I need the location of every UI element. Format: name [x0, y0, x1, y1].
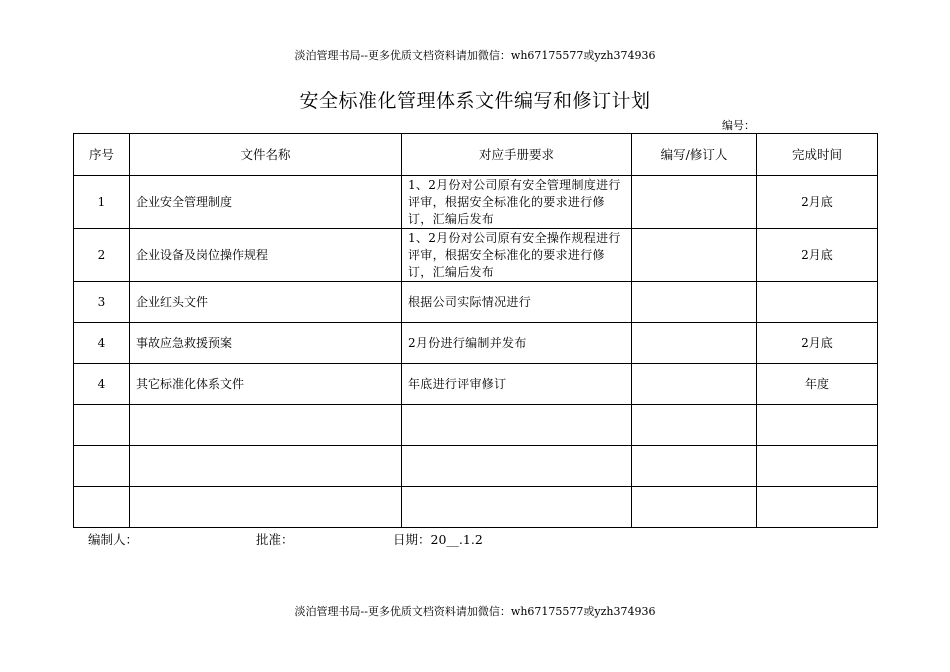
row-author	[632, 323, 757, 364]
empty-cell	[632, 405, 757, 446]
empty-cell	[74, 446, 130, 487]
row-requirement: 根据公司实际情况进行	[402, 282, 632, 323]
row-requirement: 2月份进行编制并发布	[402, 323, 632, 364]
row-author	[632, 282, 757, 323]
row-no: 1	[74, 176, 130, 229]
empty-cell	[130, 487, 402, 528]
preparer-label: 编制人：	[88, 532, 139, 547]
empty-cell	[757, 487, 878, 528]
row-no: 3	[74, 282, 130, 323]
empty-cell	[130, 405, 402, 446]
row-deadline: 2月底	[757, 176, 878, 229]
row-deadline: 年度	[757, 364, 878, 405]
header-note: 淡泊管理书局--更多优质文档资料请加微信：wh67175577或yzh374936	[294, 49, 656, 62]
empty-cell	[74, 487, 130, 528]
row-requirement: 1、2月份对公司原有安全操作规程进行评审，根据安全标准化的要求进行修订，汇编后发布	[402, 229, 632, 282]
row-no: 2	[74, 229, 130, 282]
empty-cell	[632, 487, 757, 528]
row-deadline	[757, 282, 878, 323]
empty-cell	[74, 405, 130, 446]
approver-label: 批准：	[256, 532, 294, 547]
row-no: 4	[74, 323, 130, 364]
empty-cell	[402, 446, 632, 487]
empty-cell	[402, 405, 632, 446]
date-value: 20__.1.2	[430, 532, 483, 547]
page-title: 安全标准化管理体系文件编写和修订计划	[299, 90, 651, 112]
row-author	[632, 176, 757, 229]
row-no: 4	[74, 364, 130, 405]
doc-number-label: 编号：	[722, 119, 755, 132]
row-file-name: 企业安全管理制度	[130, 176, 402, 229]
header-requirement: 对应手册要求	[402, 134, 632, 176]
table-row-empty	[74, 446, 878, 487]
plan-table	[73, 133, 878, 528]
table-row	[74, 176, 878, 229]
row-file-name: 企业红头文件	[130, 282, 402, 323]
empty-cell	[130, 446, 402, 487]
row-file-name: 其它标准化体系文件	[130, 364, 402, 405]
header-file-name: 文件名称	[130, 134, 402, 176]
empty-cell	[757, 446, 878, 487]
empty-cell	[402, 487, 632, 528]
row-file-name: 企业设备及岗位操作规程	[130, 229, 402, 282]
table-row	[74, 323, 878, 364]
date-label: 日期：	[393, 532, 431, 547]
header-author: 编写/修订人	[632, 134, 757, 176]
date-field	[393, 530, 483, 548]
row-deadline: 2月底	[757, 229, 878, 282]
table-row-empty	[74, 487, 878, 528]
footer-note: 淡泊管理书局--更多优质文档资料请加微信：wh67175577或yzh374936	[294, 605, 656, 618]
header-deadline: 完成时间	[757, 134, 878, 176]
table-row	[74, 229, 878, 282]
table-row	[74, 364, 878, 405]
row-deadline: 2月底	[757, 323, 878, 364]
header-no: 序号	[74, 134, 130, 176]
table-row-empty	[74, 405, 878, 446]
row-requirement: 年底进行评审修订	[402, 364, 632, 405]
empty-cell	[632, 446, 757, 487]
row-author	[632, 364, 757, 405]
table-row	[74, 282, 878, 323]
table-header-row	[74, 134, 878, 176]
empty-cell	[757, 405, 878, 446]
row-file-name: 事故应急救援预案	[130, 323, 402, 364]
row-requirement: 1、2月份对公司原有安全管理制度进行评审，根据安全标准化的要求进行修订，汇编后发布	[402, 176, 632, 229]
row-author	[632, 229, 757, 282]
